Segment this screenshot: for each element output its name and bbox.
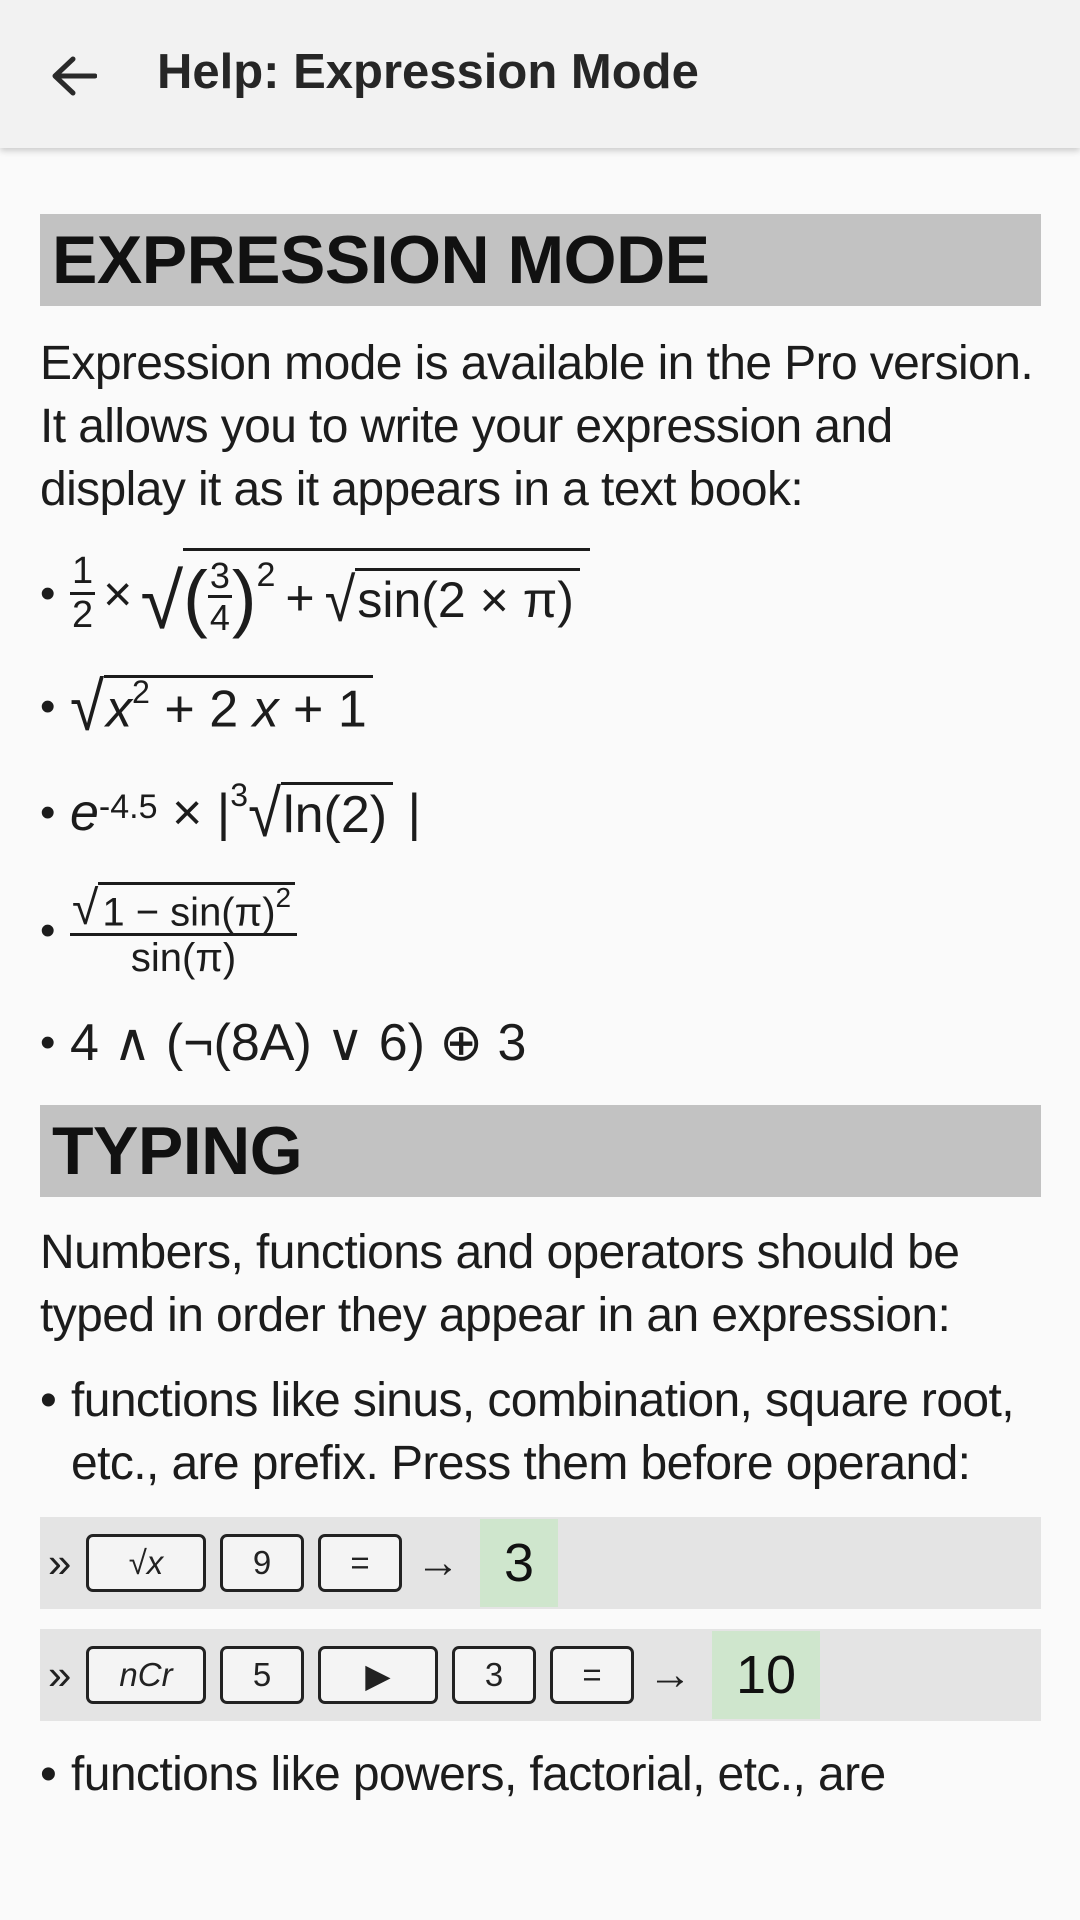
key-9[interactable]: 9 <box>220 1534 304 1592</box>
section-heading-expression-mode: EXPRESSION MODE <box>40 214 1041 306</box>
math-example-1: • $\frac{1}{2}$ × √ ( $\frac{3}{4}$ ) $^2$ + √ sin(2 × π) <box>40 535 1041 653</box>
arrow-back-icon <box>51 55 97 97</box>
key-3[interactable]: 3 <box>452 1646 536 1704</box>
math-example-3: • e $^{-4.5}$ × | $^3$ √ ln(2) | <box>40 776 422 851</box>
key-square-root[interactable]: √x <box>86 1534 206 1592</box>
result-value: 10 <box>712 1631 820 1719</box>
typing-intro: Numbers, functions and operators should be typed in order they appear in an expression: <box>40 1226 960 1342</box>
key-cursor-right[interactable]: ▶ <box>318 1646 438 1704</box>
section-heading-typing: TYPING <box>40 1105 1041 1197</box>
page-title: Help: Expression Mode <box>157 45 699 99</box>
math-example-4: • √ $1 - \sin(\pi)^2$ sin(π) <box>40 867 1041 995</box>
help-content <box>40 214 1041 1806</box>
app-bar <box>0 0 1080 148</box>
result-value: 3 <box>480 1519 558 1607</box>
math-example-2: • √ $x^2 + 2$ x + 1 <box>40 657 1041 757</box>
back-button[interactable] <box>36 40 112 112</box>
key-equals[interactable]: = <box>318 1534 402 1592</box>
key-equals[interactable]: = <box>550 1646 634 1704</box>
square-root-outer: √ ( $\frac{3}{4}$ ) $^2$ + √ sin(2 × π) <box>140 548 590 640</box>
key-sequence-example: » nCr 5 ▶ 3 = → 10 <box>40 1629 1041 1721</box>
math-example-5: • 4 ∧ (¬(8A) ∨ 6) ⊕ 3 <box>40 1014 527 1072</box>
list-item: • functions like sinus, combination, square root, etc., are prefix. Press them before operand: <box>40 1369 1041 1495</box>
list-item: • functions like powers, factorial, etc., are <box>40 1743 1041 1806</box>
typing-rules-list-continued <box>40 1743 1041 1806</box>
typing-rules-list <box>40 1369 1041 1495</box>
fraction-one-half: $\frac{1}{2}$ <box>72 549 94 636</box>
key-sequence-example: » √x 9 = → 3 <box>40 1517 1041 1609</box>
expression-mode-intro: Expression mode is available in the Pro version. It allows you to write your expression and display it as it appears in a text book: <box>40 337 1034 516</box>
key-5[interactable]: 5 <box>220 1646 304 1704</box>
key-ncr[interactable]: nCr <box>86 1646 206 1704</box>
